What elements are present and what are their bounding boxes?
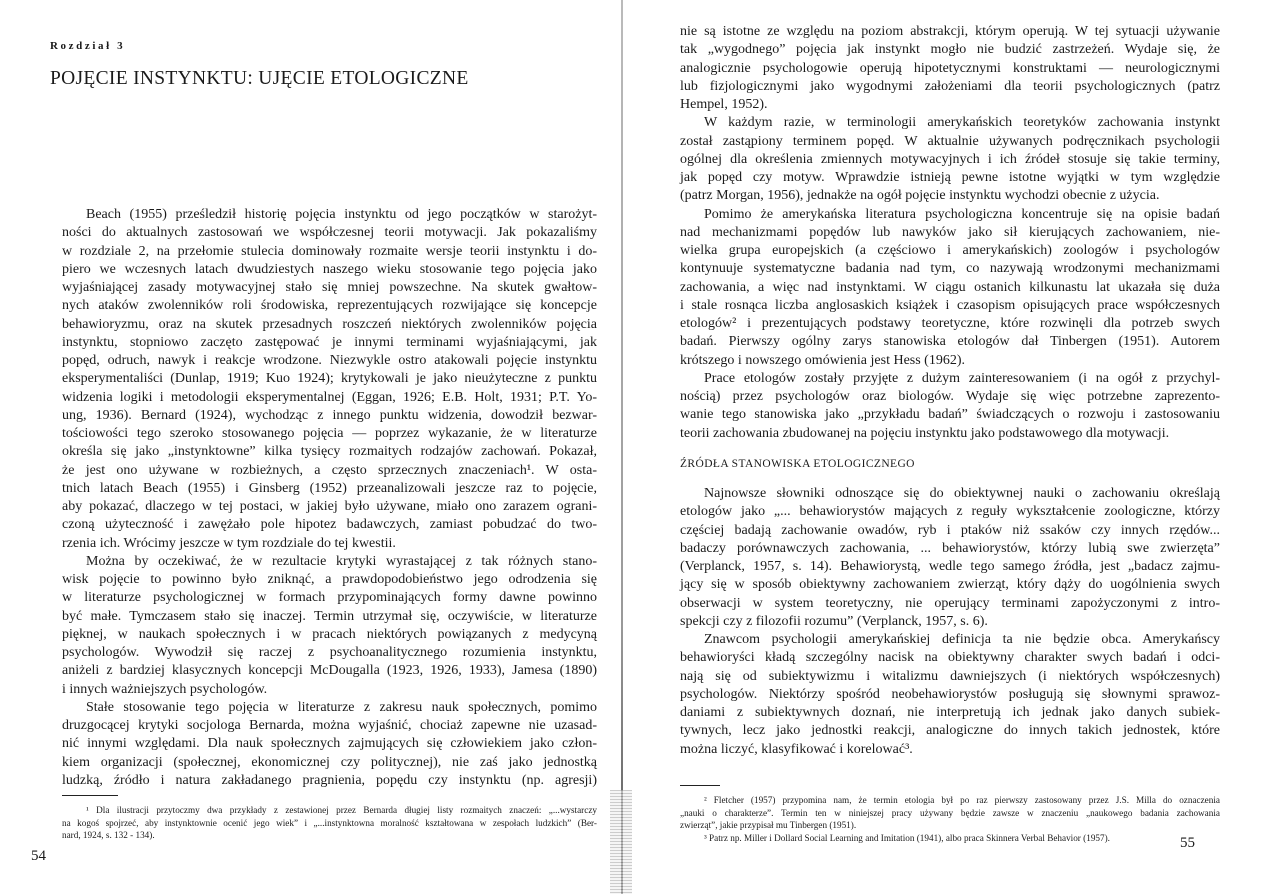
text-line: zwierząt”, jakie przypisał mu Tinbergen (1951).	[680, 820, 857, 830]
section-heading: ŹRÓDŁA STANOWISKA ETOLOGICZNEGO	[680, 458, 915, 470]
text-line: etologów² i prezentujących podstawy teoretyczne, które rozwinęli dla potrzeb swych	[680, 316, 1220, 331]
text-line: wyjaśniającej zasady motywacyjnej stało się mniej powszechne. Na skutek gwałtow-	[62, 280, 597, 295]
text-line: wanie tego stanowiska jako „przykładu badań” świadczących o rozwoju i zastosowaniu	[680, 407, 1220, 423]
text-line: być małe. Tymczasem stało się inaczej. Termin utrzymał się, oczywiście, w literaturze	[62, 608, 597, 624]
paragraph	[680, 206, 1220, 370]
gutter-shadow	[610, 790, 632, 894]
text-line: rzenia ich. Wrócimy jeszcze w tym rozdziale do tej kwestii.	[62, 535, 396, 551]
page-number-left: 54	[31, 848, 46, 864]
right-page-body	[680, 23, 1220, 443]
text-line: ności do aktualnych zastosowań we współczesnej teorii motywacji. Jak pokazaliśmy	[62, 225, 597, 241]
text-line: częściej badają zachowanie owadów, ryb i ptaków niż ssaków czy innych rzędów...	[680, 522, 1220, 538]
text-line: popęd, odruch, nawyk i reakcje wrodzone. Niezwykle ostro atakowali pojęcie instynktu	[62, 353, 597, 368]
paragraph	[62, 553, 597, 699]
text-line: (Verplanck, 1957, s. 14). Behawiorystą, wedle tego samego źródła, jest „badacz zajmu-	[680, 559, 1220, 574]
text-line: daniami z subiektywnych doznań, nie interpretują ich jednak jako danych subiek-	[680, 705, 1220, 720]
text-line: ludzką, źródło i natura zakładanego pragnienia, popędu czy instynktu (np. agresji)	[62, 772, 597, 788]
chapter-label: Rozdział 3	[50, 40, 126, 52]
paragraph	[680, 631, 1220, 759]
text-line: Beach (1955) prześledził historię pojęcia instynktu od jego początków w starożyt-	[86, 207, 597, 222]
text-line: nają się od subiektywizmu i witalizmu dawniejszych (i niektórych współczesnych)	[680, 668, 1220, 684]
text-line: „nauki o charakterze”. Termin ten w niniejszej pracy używany będzie zawsze w znaczeniu „naukowego badania zachowania	[680, 807, 1220, 818]
page-number-right: 55	[1180, 835, 1195, 851]
text-line: instynktu, stopniowo zaczęto zastępować je innymi terminami wyjaśniającymi, jak	[62, 334, 597, 350]
text-line: psychologów. Niektórzy spośród neobehawiorystów posługują się słownymi sprawoz-	[680, 686, 1220, 702]
text-line: behawioryzmu, oraz na skutek przesadnych roszczeń niektórych zwolenników pojęcia	[62, 316, 597, 332]
text-line: (patrz Morgan, 1956), jednakże na ogół pojęcie instynktu wychodzi obecnie z użycia.	[680, 188, 1160, 204]
text-line: Najnowsze słowniki odnoszące się do obiektywnej nauki o zachowaniu określają	[704, 486, 1220, 501]
text-line: tnich latach Beach (1955) i Ginsberg (1952) przeanalizowali jeszcze raz to pojęcie,	[62, 480, 597, 496]
left-footnotes	[62, 804, 597, 842]
text-line: krótszego i nowszego omówienia jest Hess (1962).	[680, 352, 965, 368]
text-line: Stałe stosowanie tego pojęcia w literaturze z zakresu nauk społecznych, pomimo	[86, 699, 597, 715]
paragraph	[680, 114, 1220, 205]
text-line: został zastąpiony terminem popęd. W aktualnie używanych podręcznikach psychologii	[680, 133, 1220, 149]
text-line: Można by oczekiwać, że w rezultacie krytyki wyrastającej z tak różnych stano-	[86, 553, 597, 569]
footnote	[680, 832, 1220, 845]
text-line: badaczy porównawczych zachowania, ... behawiorystów, którzy lubią swe zwierzęta”	[680, 540, 1220, 556]
text-line: nad mechanizmami popędów lub nawyków jako sił kierujących zachowaniem, nie-	[680, 224, 1220, 240]
section-body	[680, 485, 1220, 759]
text-line: wisk pojęcie to powinno było zniknąć, a prawdopodobieństwo jego odrodzenia się	[62, 572, 597, 587]
text-line: lub fizjologicznymi jako wygodnymi założeniami dla teorii psychologicznych (patrz	[680, 78, 1220, 94]
text-line: kontynuuje systematyczne badania nad tym, co nazywają wrodzonymi mechanizmami	[680, 261, 1220, 277]
text-line: psychologów. Wywodził się raczej z psychoanalitycznego rozumienia instynktu,	[62, 645, 597, 660]
text-line: etologów jako „... behawiorystów mających z reguły wykształcenie zoologiczne, którzy	[680, 504, 1220, 520]
text-line: teorii zachowania zbudowanej na pojęciu instynktu jako podstawowego dla motywacji.	[680, 425, 1170, 441]
paragraph	[680, 485, 1220, 631]
text-line: ³ Patrz np. Miller i Dollard Social Learning and Imitation (1941), albo praca Skinnera Verbal Behavior (1957).	[704, 832, 1110, 843]
text-line: ¹ Dla ilustracji przytoczmy dwa przykłady z zestawionej przez Bernarda długiej listy rozmaitych znaczeń: „...wystarczy	[86, 805, 597, 815]
text-line: nard, 1924, s. 132 - 134).	[62, 830, 155, 840]
text-line: że jest ono używane w rozbieżnych, a często sprzecznych znaczeniach¹. W osta-	[62, 462, 597, 478]
text-line: w literaturze psychologicznej w formach przypominających formy dawne powinno	[62, 590, 597, 606]
chapter-title: POJĘCIE INSTYNKTU: UJĘCIE ETOLOGICZNE	[50, 68, 469, 89]
text-line: pięknej, w naukach społecznych i w pracach niektórych powiązanych z medycyną	[62, 626, 597, 642]
text-line: nych ataków zwolenników roli środowiska, reprezentujących rozwijające się koncepcje	[62, 298, 597, 314]
text-line: ung, 1936). Bernard (1924), wychodząc z innego punktu widzenia, dowodził bezwar-	[62, 407, 597, 423]
text-line: jący się w sposób obiektywny zachowaniem zwierząt, który dąży do uogólnienia swych	[680, 577, 1220, 593]
text-line: nie są istotne ze względu na poziom abstrakcji, którym operują. W tej sytuacji używanie	[680, 24, 1220, 39]
text-line: ² Fletcher (1957) przypomina nam, że termin etologia był po raz pierwszy zastosowany przez J.S. Milla do oznaczenia	[704, 795, 1220, 805]
paragraph	[680, 370, 1220, 443]
text-line: Pomimo że amerykańska literatura psychologiczna koncentruje się na opisie badań	[704, 206, 1220, 222]
text-line: piero we wczesnych latach dwudziestych naszego wieku stosowanie tego pojęcia jako	[62, 261, 597, 277]
text-line: widzenia logiki i metodologii eksperymentalnej (Eggan, 1926; E.B. Holt, 1931; P.T. Yo-	[62, 389, 597, 405]
text-line: badań. Pierwszy ogólny zarys stanowiska etologów dał Tinbergen (1951). Autorem	[680, 334, 1220, 350]
book-gutter	[621, 0, 623, 894]
text-line: zachowania, a więc nad instynktami. W ciągu ostanich kilkunastu lat ukazała się duża	[680, 279, 1220, 295]
text-line: Hempel, 1952).	[680, 97, 768, 112]
text-line: nić innymi względami. Dla nauk społecznych zajmujących się człowiekiem jako człon-	[62, 736, 597, 752]
text-line: spekcji czy z filozofii rozumu” (Verplanck, 1957, s. 6).	[680, 613, 988, 629]
text-line: nością) przez psychologów oraz biologów. Wydaje się więc potrzebne zaprezento-	[680, 389, 1220, 404]
text-line: jak popęd czy motyw. Wprawdzie istnieją pewne istotne wyjątki w tym względzie	[680, 170, 1220, 185]
text-line: obserwacji w system teoretyczny, nie operujący terminami zapożyczonymi z intro-	[680, 595, 1220, 611]
text-line: tak „wygodnego” pojęcia jak instynkt mogło nie budzić zastrzeżeń. Wydaje się, że	[680, 42, 1220, 58]
text-line: czoną użyteczność i zawężało pole hipotez badawczych, zamiast pobudzać do two-	[62, 517, 597, 533]
text-line: aniżeli z bardziej klasycznych koncepcji McDougalla (1923, 1926, 1933), Jamesa (1890)	[62, 663, 597, 679]
text-line: behawioryści kładą szczególny nacisk na obiektywny charakter swych badań i odci-	[680, 650, 1220, 666]
text-line: tywnych, lecz jako jednostki reakcji, analogiczne do innych takich jednostek, które	[680, 723, 1220, 739]
left-page-body	[62, 206, 597, 790]
text-line: na kogoś spojrzeć, aby instynktownie ocenić jego wiek” i „...instynktowna moralność kształtowana w zespołach ludzkich” (Ber-	[62, 817, 597, 828]
text-line: w rozdziale 2, na przełomie stulecia dominowały rozmaite wersje teorii instynktu i do-	[62, 243, 597, 259]
text-line: eksperymentaliści (Dunlap, 1919; Kuo 1924); krytykowali je jako nieużyteczne z punktu	[62, 371, 597, 387]
footnote	[62, 804, 597, 842]
right-footnotes	[680, 794, 1220, 844]
text-line: druzgocącej krytyki socjologa Bernarda, można wyjaśnić, chociaż zapewne nie uzasad-	[62, 718, 597, 733]
text-line: określa się jako „instynktowne” kilka tysięcy rozmaitych rodzajów zachowań. Pokazał,	[62, 444, 597, 460]
text-line: Prace etologów zostały przyjęte z dużym zainteresowaniem (i na ogół z przychyl-	[704, 370, 1220, 386]
text-line: aby pokazać, dlaczego w tej postaci, w jakiej było używane, miało ono zarazem ograni-	[62, 499, 597, 514]
text-line: ogólnej dla określenia zmiennych motywacyjnych i ich źródeł stosuje się takie terminy,	[680, 151, 1220, 167]
text-line: kiem organizacji (społecznej, ekonomicznej czy politycznej), nie zaś jako jednostką	[62, 754, 597, 770]
paragraph	[680, 23, 1220, 114]
text-line: analogicznie psychologowie operują hipotetycznymi konstruktami — neurologicznymi	[680, 60, 1220, 76]
text-line: Znawcom psychologii amerykańskiej definicja ta nie będzie obca. Amerykańscy	[704, 632, 1220, 647]
paragraph	[62, 206, 597, 553]
text-line: wielka grupa europejskich (a częściowo i amerykańskich) zoologów i psychologów	[680, 243, 1220, 258]
text-line: można liczyć, klasyfikować i korelować³.	[680, 741, 913, 757]
footnote-rule	[62, 795, 118, 796]
text-line: tościowości tego szeroko stosowanego pojęcia — poprzez wykazanie, że w literaturze	[62, 426, 597, 441]
text-line: i innych ważniejszych psychologów.	[62, 681, 268, 697]
footnote	[680, 794, 1220, 832]
text-line: W każdym razie, w terminologii amerykańskich teoretyków zachowania instynkt	[704, 115, 1220, 131]
paragraph	[62, 699, 597, 790]
text-line: i stale rosnąca liczba anglosaskich książek i czasopism opisujących prace współczesnych	[680, 297, 1220, 313]
footnote-rule	[680, 785, 720, 786]
